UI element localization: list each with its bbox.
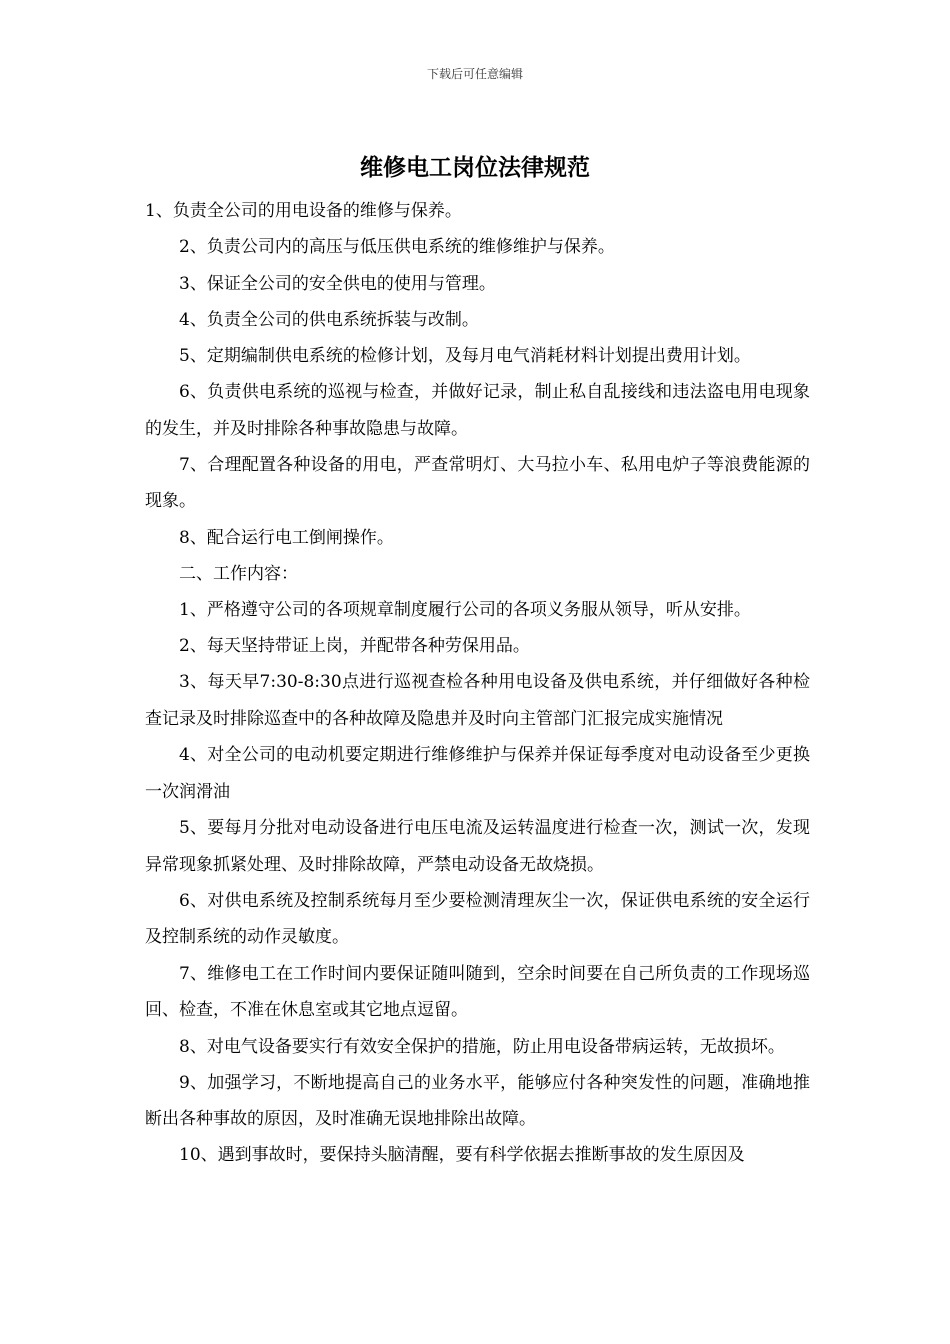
document-title: 维修电工岗位法律规范 bbox=[360, 154, 590, 181]
paragraph: 2、每天坚持带证上岗，并配带各种劳保用品。 bbox=[179, 636, 530, 657]
paragraph: 7、维修电工在工作时间内要保证随叫随到，空余时间要在自己所负责的工作现场巡回、检查，不准在休息室或其它地点逗留。 bbox=[145, 963, 810, 1021]
paragraph: 2、负责公司内的高压与低压供电系统的维修维护与保养。 bbox=[179, 237, 615, 258]
header-note: 下载后可任意编辑 bbox=[426, 67, 523, 81]
paragraph: 3、每天早7:30-8:30点进行巡视查检各种用电设备及供电系统，并仔细做好各种检查记录及时排除巡查中的各种故障及隐患并及时向主管部门汇报完成实施情况 bbox=[145, 672, 810, 729]
document-body bbox=[145, 193, 810, 1173]
paragraph: 1、负责全公司的用电设备的维修与保养。 bbox=[145, 201, 462, 221]
paragraph: 6、负责供电系统的巡视与检查，并做好记录，制止私自乱接线和违法盗电用电现象的发生，并及时排除各种事故隐患与故障。 bbox=[145, 382, 810, 439]
paragraph: 4、对全公司的电动机要定期进行维修维护与保养并保证每季度对电动设备至少更换一次润滑油 bbox=[145, 745, 810, 802]
paragraph: 1、严格遵守公司的各项规章制度履行公司的各项义务服从领导，听从安排。 bbox=[179, 599, 751, 620]
paragraph: 4、负责全公司的供电系统拆装与改制。 bbox=[179, 310, 479, 331]
paragraph: 8、配合运行电工倒闸操作。 bbox=[179, 527, 394, 548]
paragraph: 5、定期编制供电系统的检修计划，及每月电气消耗材料计划提出费用计划。 bbox=[179, 345, 751, 366]
paragraph: 8、对电气设备要实行有效安全保护的措施，防止用电设备带病运转，无故损坏。 bbox=[179, 1036, 785, 1057]
paragraph: 9、加强学习，不断地提高自己的业务水平，能够应付各种突发性的问题，准确地推断出各种事故的原因，及时准确无误地排除出故障。 bbox=[145, 1072, 810, 1130]
paragraph: 3、保证全公司的安全供电的使用与管理。 bbox=[179, 273, 496, 294]
paragraph: 5、要每月分批对电动设备进行电压电流及运转温度进行检查一次，测试一次，发现异常现象抓紧处理、及时排除故障，严禁电动设备无故烧损。 bbox=[145, 818, 810, 875]
paragraph: 7、合理配置各种设备的用电，严查常明灯、大马拉小车、私用电炉子等浪费能源的现象。 bbox=[145, 454, 810, 512]
section-heading: 二、工作内容： bbox=[179, 564, 298, 585]
paragraph: 6、对供电系统及控制系统每月至少要检测清理灰尘一次，保证供电系统的安全运行及控制系统的动作灵敏度。 bbox=[145, 890, 810, 948]
paragraph: 10、遇到事故时，要保持头脑清醒，要有科学依据去推断事故的发生原因及 bbox=[179, 1144, 745, 1165]
